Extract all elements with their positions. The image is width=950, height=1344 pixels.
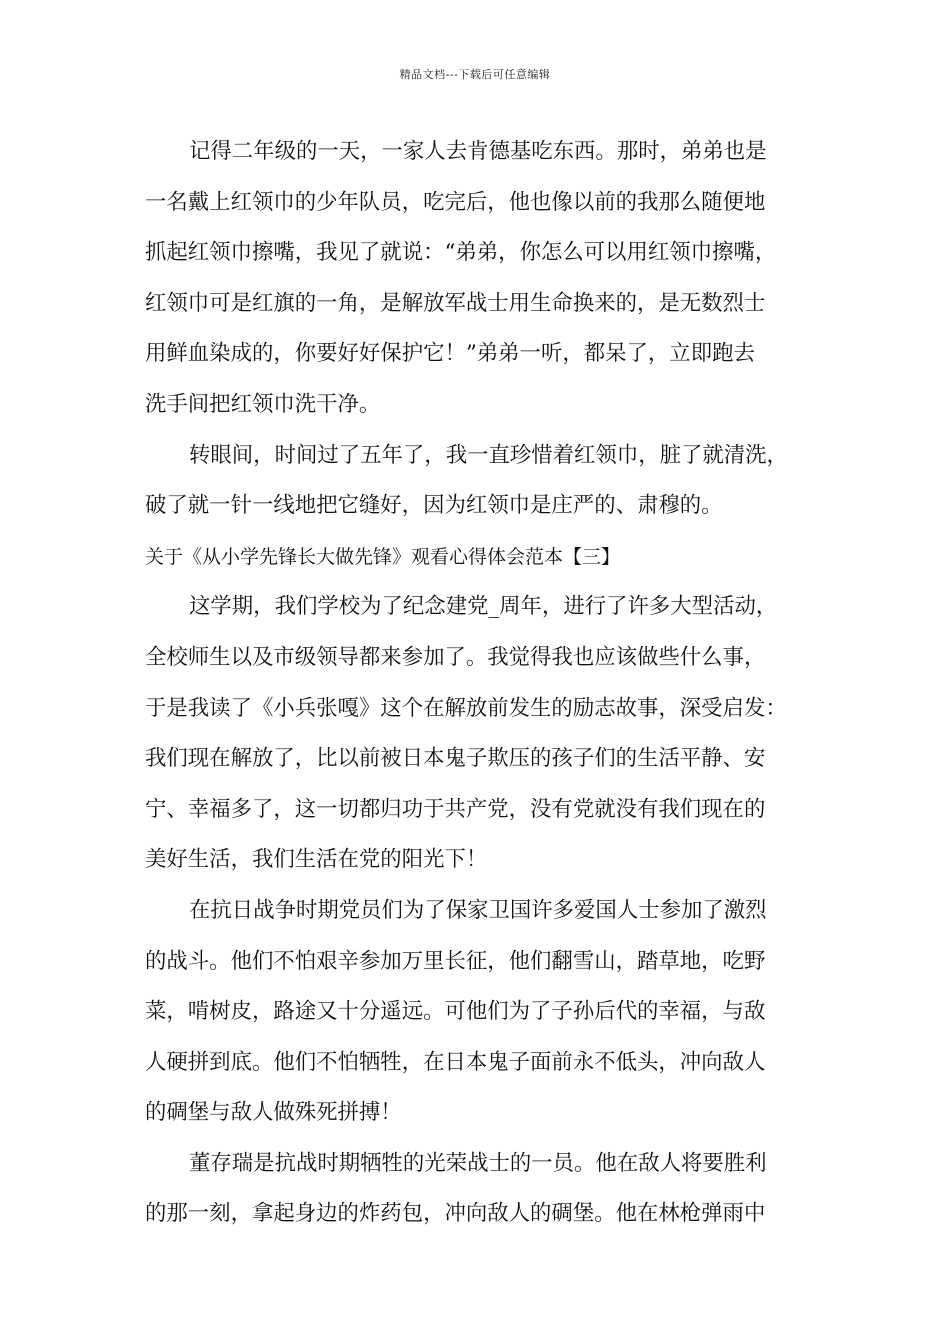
text-line: 破了就一针一线地把它缝好，因为红领巾是庄严的、肃穆的。 [145, 493, 723, 519]
text-line: 菜，啃树皮，路途又十分遥远。可他们为了子孙后代的幸福，与敌 [145, 999, 766, 1025]
document-body [145, 131, 833, 1244]
text-line: 人硬拼到底。他们不怕牺牲，在日本鬼子面前永不低头，冲向敌人 [145, 1049, 766, 1075]
text-line: 董存瑞是抗战时期牺牲的光荣战士的一员。他在敌人将要胜利 [189, 1150, 767, 1176]
text-line: 记得二年级的一天，一家人去肯德基吃东西。那时，弟弟也是 [189, 139, 767, 164]
text-line: 宁、幸福多了，这一切都归功于共产党，没有党就没有我们现在的 [145, 796, 766, 822]
text-line: 洗手间把红领巾洗干净。 [145, 391, 381, 417]
text-line: 这学期，我们学校为了纪念建党_周年，进行了许多大型活动， [189, 594, 778, 620]
text-line: 我们现在解放了，比以前被日本鬼子欺压的孩子们的生活平静、安 [145, 746, 766, 772]
page-header: 精品文档---下载后可任意编辑 [399, 68, 551, 81]
text-line: 在抗日战争时期党员们为了保家卫国许多爱国人士参加了激烈 [189, 897, 767, 923]
text-line: 一名戴上红领巾的少年队员，吃完后，他也像以前的我那么随便地 [145, 189, 766, 215]
text-line: 的那一刻，拿起身边的炸药包，冲向敌人的碉堡。他在林枪弹雨中 [145, 1201, 766, 1227]
text-line: 用鲜血染成的，你要好好保护它！”弟弟一听，都呆了，立即跑去 [145, 341, 755, 367]
text-line: 转眼间，时间过了五年了，我一直珍惜着红领巾，脏了就清洗， [189, 442, 788, 468]
text-line: 红领巾可是红旗的一角，是解放军战士用生命换来的，是无数烈士 [145, 290, 766, 316]
text-line: 美好生活，我们生活在党的阳光下！ [145, 847, 488, 873]
text-line: 的战斗。他们不怕艰辛参加万里长征，他们翻雪山，踏草地，吃野 [145, 948, 766, 974]
text-line: 全校师生以及市级领导都来参加了。我觉得我也应该做些什么事， [145, 644, 766, 670]
text-line: 于是我读了《小兵张嘎》这个在解放前发生的励志故事，深受启发： [145, 695, 787, 721]
text-line: 的碉堡与敌人做殊死拼搏！ [145, 1100, 402, 1126]
section-heading: 关于《从小学先锋长大做先锋》观看心得体会范本【三】 [145, 545, 621, 568]
text-line: 抓起红领巾擦嘴，我见了就说：“弟弟，你怎么可以用红领巾擦嘴， [145, 240, 777, 266]
